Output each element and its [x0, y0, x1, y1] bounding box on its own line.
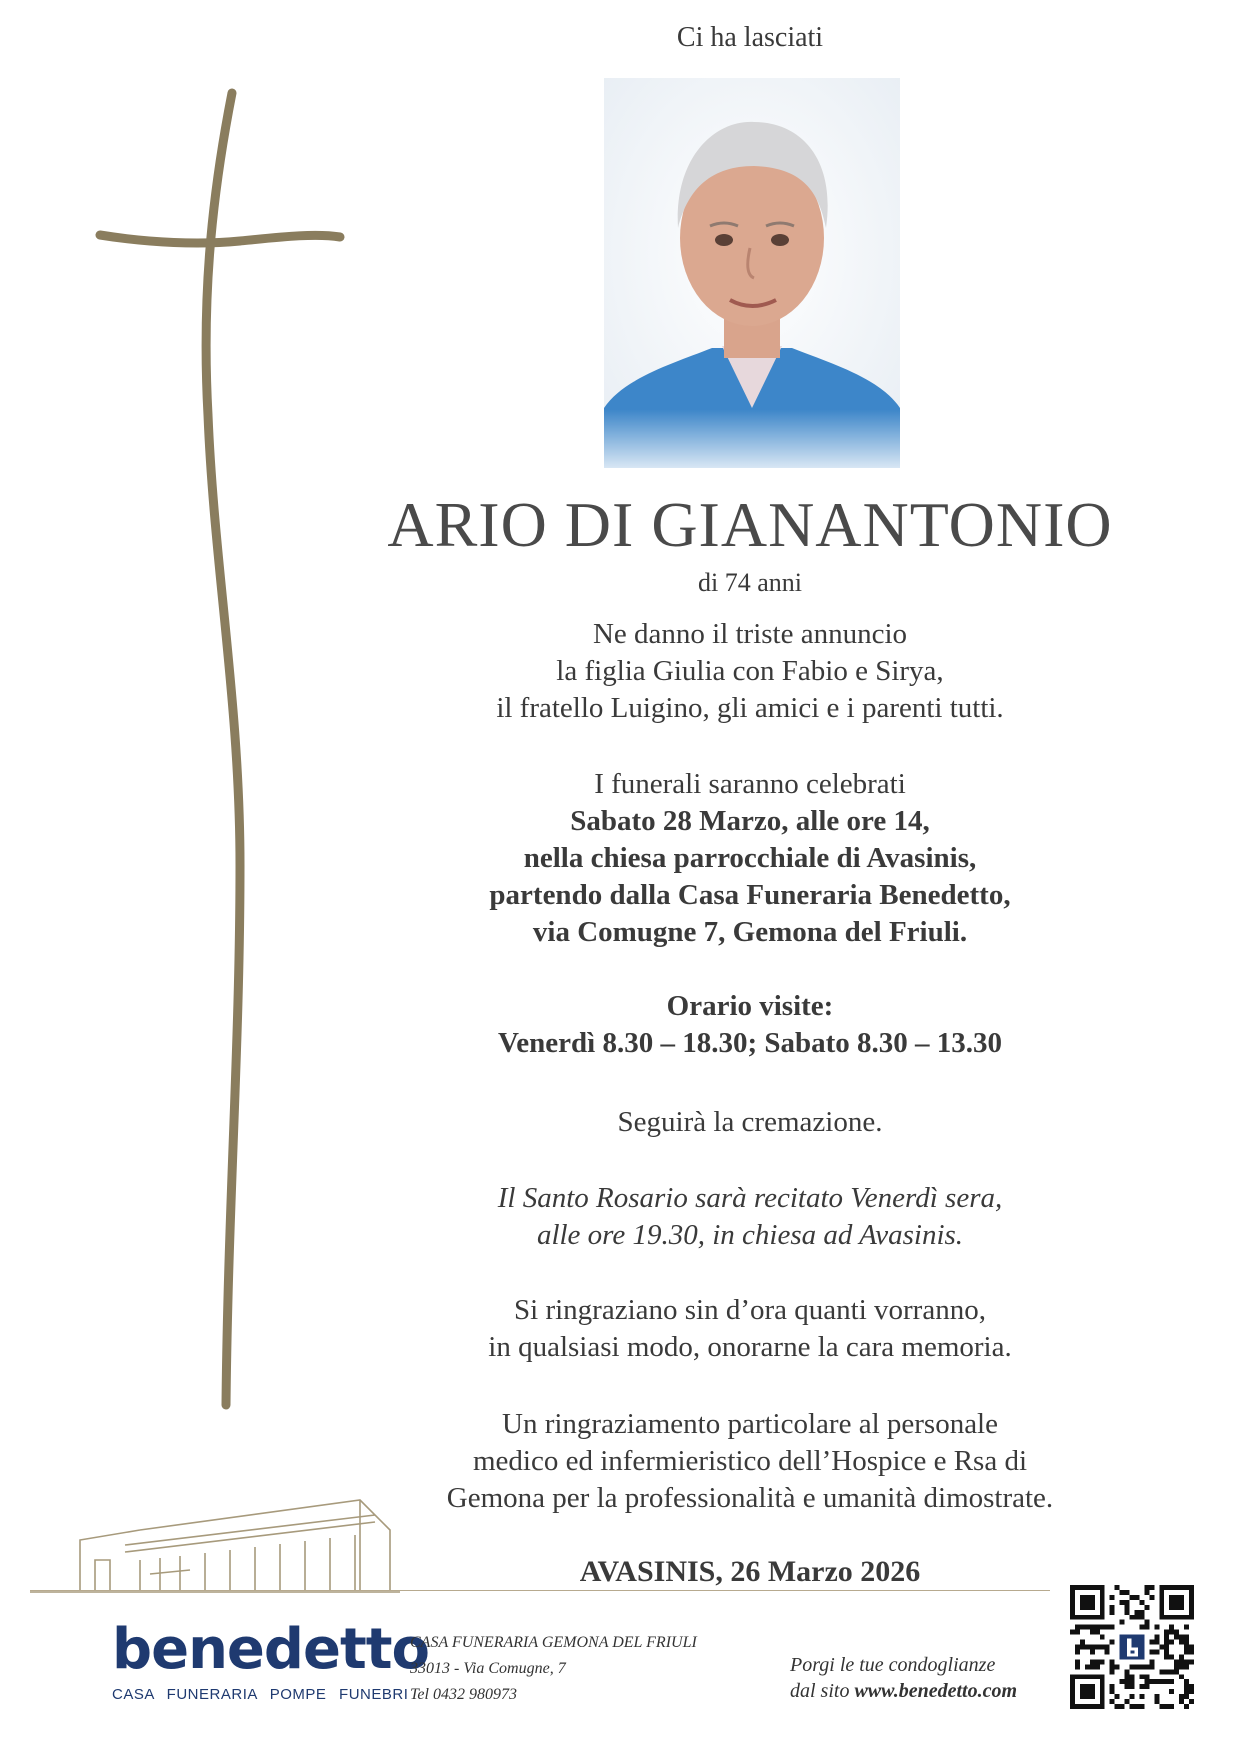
visits-block: [340, 988, 1160, 1062]
announcement-line: il fratello Luigino, gli amici e i parenti tutti.: [496, 692, 1004, 724]
special-thanks-line: Un ringraziamento particolare al personale: [502, 1408, 998, 1440]
announcement-line: Ne danno il triste annuncio: [592, 618, 908, 650]
building-illustration: [30, 1470, 400, 1595]
brand-logo: benedetto: [112, 1617, 429, 1682]
rosary-line: alle ore 19.30, in chiesa ad Avasinis.: [536, 1219, 964, 1251]
header-text: Ci ha lasciati: [676, 22, 824, 53]
announcement-block: [340, 616, 1160, 727]
funeral-detail-line: partendo dalla Casa Funeraria Benedetto,: [489, 879, 1011, 911]
special-thanks-line: Gemona per la professionalità e umanità dimostrate.: [446, 1482, 1054, 1514]
qr-code[interactable]: [1070, 1585, 1194, 1709]
deceased-name: ARIO DI GIANANTONIO: [387, 489, 1113, 560]
condolences-note: [790, 1652, 1017, 1704]
funeral-detail-line: via Comugne 7, Gemona del Friuli.: [532, 916, 968, 948]
company-details: [410, 1630, 697, 1708]
deceased-age: di 74 anni: [698, 568, 802, 597]
company-phone: Tel 0432 980973: [410, 1686, 517, 1703]
thanks-line: Si ringraziano sin d’ora quanti vorranno,: [514, 1294, 986, 1326]
condolences-prefix: dal sito: [790, 1680, 855, 1702]
company-address: 33013 - Via Comugne, 7: [410, 1660, 566, 1677]
announcement-line: la figlia Giulia con Fabio e Sirya,: [556, 655, 944, 687]
funeral-detail-line: Sabato 28 Marzo, alle ore 14,: [570, 805, 930, 837]
special-thanks-block: [340, 1406, 1160, 1517]
funeral-intro: I funerali saranno celebrati: [594, 768, 906, 800]
brand-subtitle: CASA FUNERARIA POMPE FUNEBRI: [112, 1686, 409, 1703]
portrait-photo: [604, 78, 900, 468]
rosary-block: [340, 1180, 1160, 1254]
visits-hours: Venerdì 8.30 – 18.30; Sabato 8.30 – 13.30: [497, 1027, 1003, 1059]
special-thanks-line: medico ed infermieristico dell’Hospice e Rsa di: [472, 1445, 1028, 1477]
footer-divider: [30, 1590, 1050, 1591]
funeral-block: [340, 766, 1160, 951]
condolences-site-line: [790, 1678, 1017, 1704]
funeral-detail-line: nella chiesa parrocchiale di Avasinis,: [523, 842, 977, 874]
place-date: AVASINIS, 26 Marzo 2026: [579, 1555, 921, 1588]
condolences-line: Porgi le tue condoglianze: [790, 1654, 996, 1676]
thanks-line: in qualsiasi modo, onorarne la cara memoria.: [488, 1331, 1012, 1363]
cross-icon: [90, 85, 350, 1415]
company-name: CASA FUNERARIA GEMONA DEL FRIULI: [410, 1634, 697, 1651]
thanks-block: [340, 1292, 1160, 1366]
visits-title: Orario visite:: [666, 990, 834, 1022]
cremation-note: Seguirà la cremazione.: [617, 1106, 883, 1138]
website-link[interactable]: www.benedetto.com: [854, 1680, 1018, 1702]
rosary-line: Il Santo Rosario sarà recitato Venerdì sera,: [497, 1182, 1003, 1214]
